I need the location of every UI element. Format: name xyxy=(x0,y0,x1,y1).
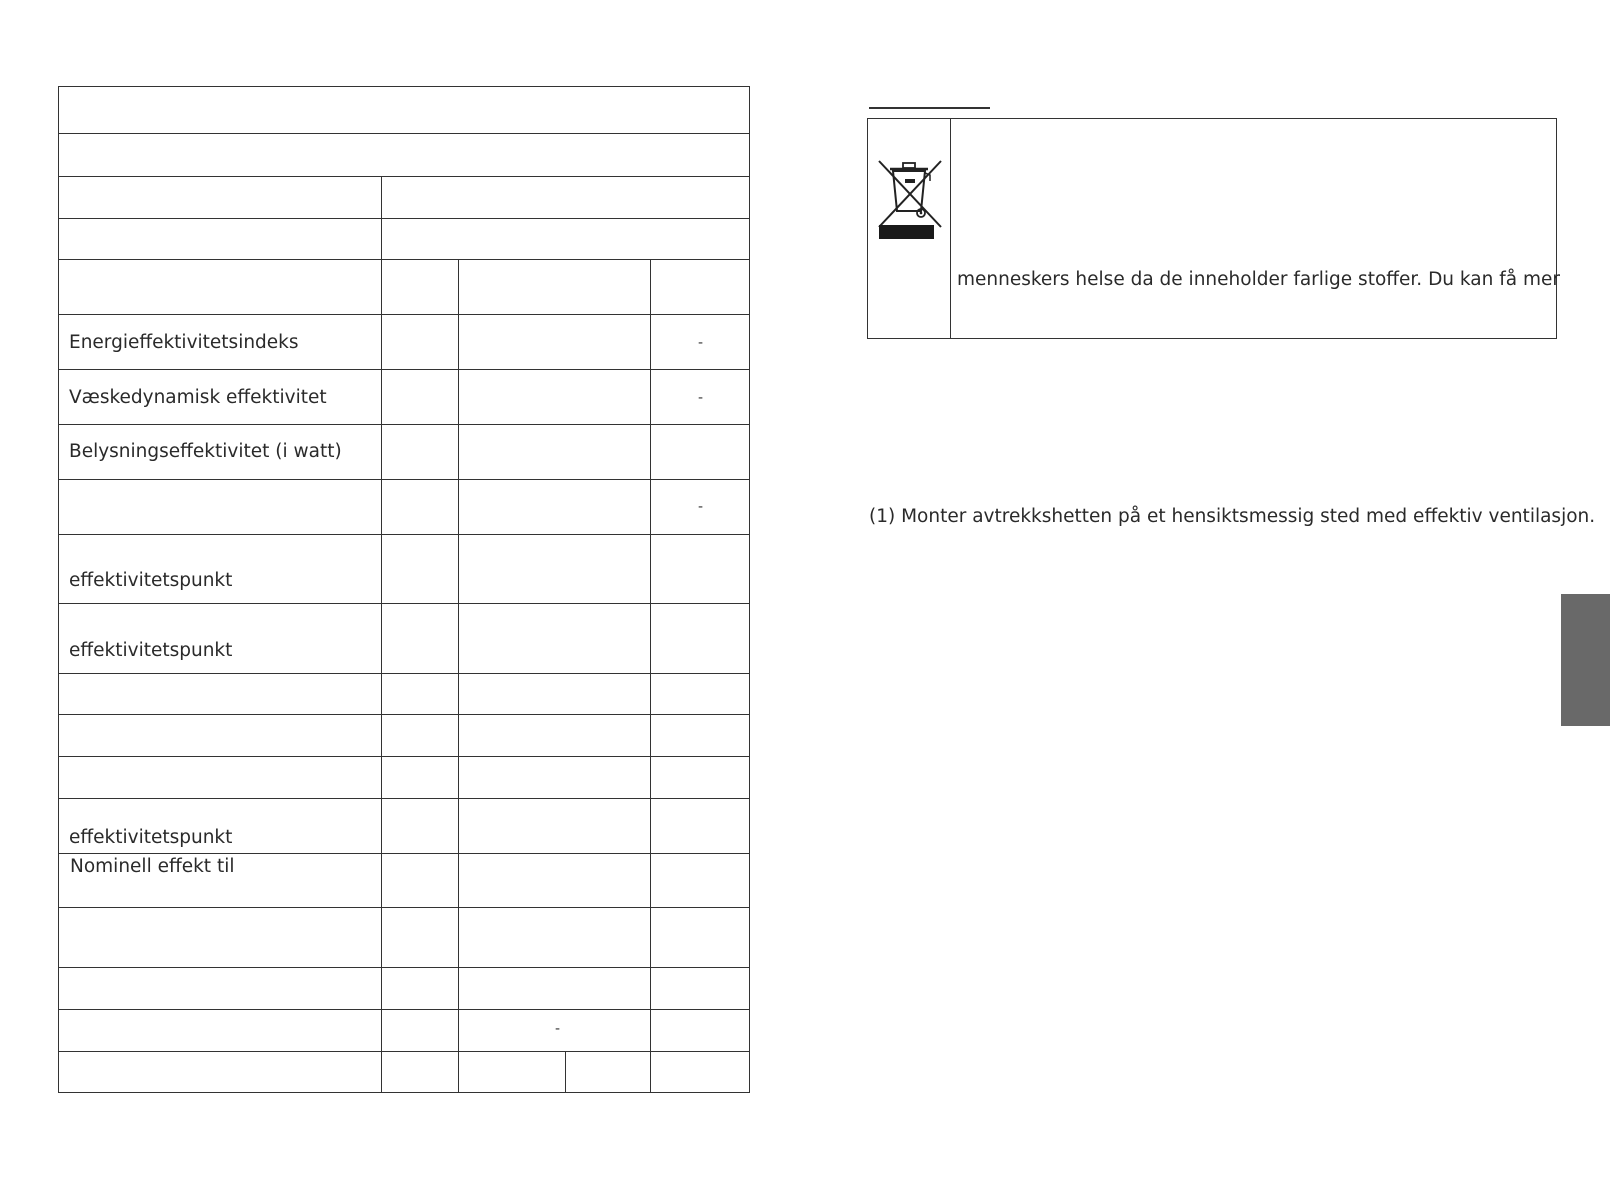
installation-step-1: (1) Monter avtrekkshetten på et hensiktsmessig sted med effektiv ventilasjon. xyxy=(869,506,1596,527)
row-label-efficiency-point-1: effektivitetspunkt xyxy=(69,570,233,591)
section-heading-underline xyxy=(869,107,990,109)
unit-fluid-efficiency: - xyxy=(698,390,704,406)
disposal-text: menneskers helse da de inneholder farlige stoffer. Du kan få mer xyxy=(957,269,1560,290)
disposal-black-bar xyxy=(879,225,934,239)
row-label-nominal-power: Nominell effekt til xyxy=(70,856,235,877)
row-label-energy-index: Energieffektivitetsindeks xyxy=(69,332,299,353)
row-label-efficiency-point-2: effektivitetspunkt xyxy=(69,640,233,661)
row-label-lighting-efficiency: Belysningseffektivitet (i watt) xyxy=(69,441,342,462)
value-row19: - xyxy=(555,1021,561,1037)
chapter-side-tab xyxy=(1561,594,1610,726)
disposal-notice-box xyxy=(867,118,1560,339)
row-label-fluid-efficiency: Væskedynamisk effektivitet xyxy=(69,387,327,408)
row-label-efficiency-point-3: effektivitetspunkt xyxy=(69,827,233,848)
unit-energy-index: - xyxy=(698,335,704,351)
unit-row9: - xyxy=(698,499,704,515)
